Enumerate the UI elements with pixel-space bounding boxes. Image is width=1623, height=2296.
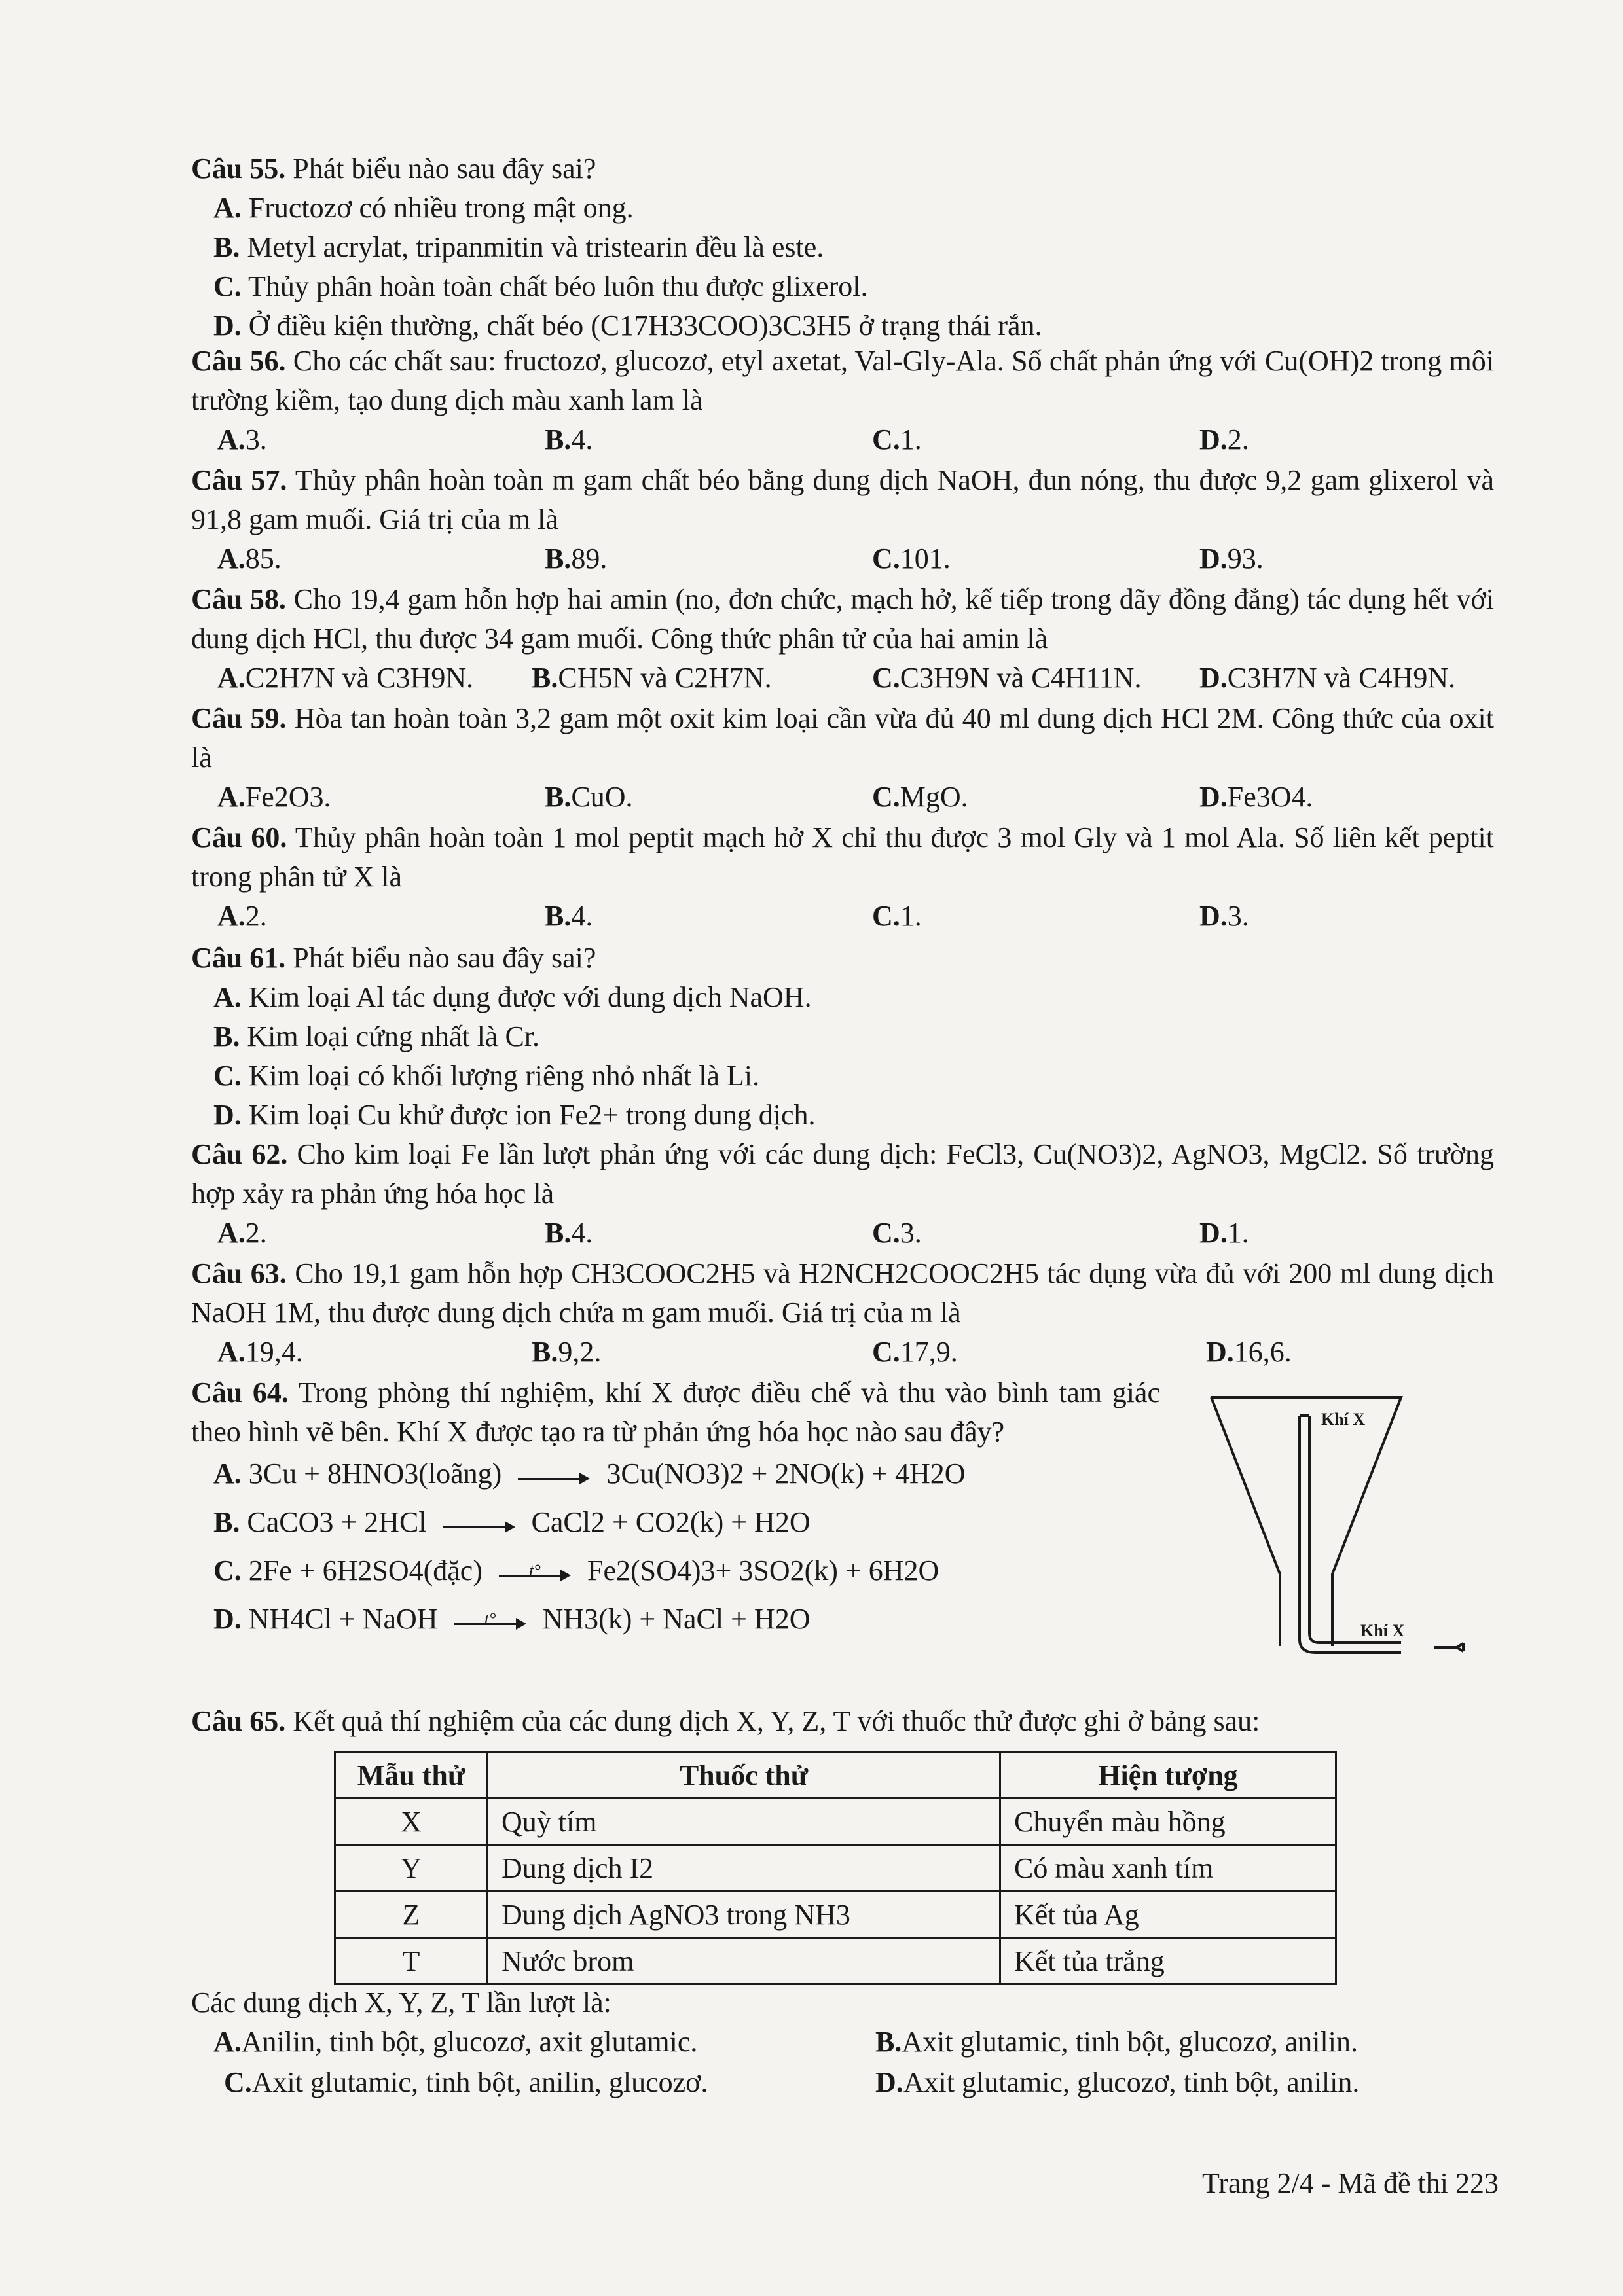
option-c: C. MgO.: [872, 781, 968, 813]
page-footer: Trang 2/4 - Mã đề thi 223: [1201, 2167, 1499, 2199]
question-56: [191, 342, 1494, 459]
table-row: T Nước brom Kết tủa trắng: [335, 1938, 1336, 1984]
reaction-arrow-heated: t°: [499, 1560, 571, 1587]
table-row: Z Dung dịch AgNO3 trong NH3 Kết tủa Ag: [335, 1892, 1336, 1938]
option-d: D. 3.: [1199, 900, 1249, 932]
question-60: [191, 818, 1494, 936]
option-b: B. 9,2.: [532, 1336, 602, 1368]
reaction-arrow: [443, 1512, 515, 1538]
table-header: Thuốc thử: [488, 1752, 1000, 1799]
options-row: [191, 2022, 1494, 2063]
option-c: C. 3.: [872, 1217, 922, 1249]
option-c: C. Kim loại có khối lượng riêng nhỏ nhất là Li.: [213, 1060, 760, 1092]
option-a: A. Anilin, tinh bột, glucozơ, axit glutamic.: [213, 2026, 698, 2058]
question-61: [191, 939, 1494, 1135]
question-label: Câu 62.: [191, 1138, 288, 1170]
option-b: B. CH5N và C2H7N.: [532, 662, 772, 694]
option-a: A. Fructozơ có nhiều trong mật ong.: [213, 192, 634, 224]
option-b: B. 4.: [545, 900, 593, 932]
option-b: B. CaCO3 + 2HCl CaCl2 + CO2(k) + H2O: [213, 1506, 811, 1538]
table-header-row: [335, 1752, 1336, 1799]
question-59: [191, 699, 1494, 817]
question-57: [191, 461, 1494, 579]
question-label: Câu 58.: [191, 583, 286, 615]
option-d: D. Ở điều kiện thường, chất béo (C17H33COO)3C3H5 ở trạng thái rắn.: [213, 310, 1042, 342]
question-55: [191, 149, 1494, 346]
option-d: D. Fe3O4.: [1199, 781, 1313, 813]
option-b: B. Kim loại cứng nhất là Cr.: [213, 1020, 540, 1052]
question-stem: Cho 19,4 gam hỗn hợp hai amin (no, đơn chức, mạch hở, kế tiếp trong dãy đồng đẳng) tác dụng hết với dung dịch HCl, thu được 34 gam muối. Công thức phân tử của hai amin là: [191, 583, 1495, 655]
question-stem: Cho 19,1 gam hỗn hợp CH3COOC2H5 và H2NCH2COOC2H5 tác dụng vừa đủ với 200 ml dung dịch NaOH 1M, thu được dung dịch chứa m gam muối. Giá trị của m là: [191, 1257, 1495, 1329]
option-b: B. 4.: [545, 1217, 593, 1249]
option-a: A. 19,4.: [217, 1336, 303, 1368]
option-c: C. C3H9N và C4H11N.: [872, 662, 1142, 694]
question-label: Câu 59.: [191, 702, 287, 734]
table-row: X Quỳ tím Chuyển màu hồng: [335, 1799, 1336, 1845]
question-label: Câu 57.: [191, 464, 287, 496]
question-stem: Phát biểu nào sau đây sai?: [293, 152, 596, 185]
option-d: D. NH4Cl + NaOH t° NH3(k) + NaCl + H2O: [213, 1603, 811, 1635]
option-c: C. 101.: [872, 543, 951, 575]
option-a: A. 3.: [217, 423, 267, 456]
question-58: [191, 580, 1494, 698]
delivery-tube-outer: [1300, 1416, 1401, 1653]
options-row: [191, 420, 1494, 459]
option-d: D. 1.: [1199, 1217, 1249, 1249]
gas-collection-diagram: [1205, 1384, 1480, 1672]
question-stem: Hòa tan hoàn toàn 3,2 gam một oxit kim loại cần vừa đủ 40 ml dung dịch HCl 2M. Công thức của oxit là: [191, 702, 1495, 774]
question-stem: Phát biểu nào sau đây sai?: [293, 942, 596, 974]
option-d: D. Kim loại Cu khử được ion Fe2+ trong dung dịch.: [213, 1099, 816, 1131]
conical-flask-outline: [1211, 1397, 1401, 1646]
option-c: C. 2Fe + 6H2SO4(đặc) t° Fe2(SO4)3+ 3SO2(k) + 6H2O: [213, 1554, 939, 1587]
option-d: D. 16,6.: [1206, 1336, 1292, 1368]
question-label: Câu 64.: [191, 1376, 289, 1408]
reaction-arrow: [518, 1463, 590, 1490]
options-row: [191, 2063, 1494, 2104]
question-label: Câu 60.: [191, 821, 287, 853]
option-b: B. Axit glutamic, tinh bột, glucozơ, anilin.: [875, 2026, 1358, 2058]
options-row: [191, 1213, 1494, 1253]
question-stem: Kết quả thí nghiệm của các dung dịch X, Y, Z, T với thuốc thử được ghi ở bảng sau:: [293, 1705, 1260, 1737]
question-65-answers: [191, 1983, 1494, 2104]
option-c: C. 17,9.: [872, 1336, 958, 1368]
results-table: [334, 1751, 1337, 1985]
question-label: Câu 61.: [191, 942, 286, 974]
diagram-label-top: Khí X: [1321, 1410, 1366, 1429]
diagram-label-bottom: Khí X: [1360, 1621, 1405, 1640]
option-d: D. 93.: [1199, 543, 1264, 575]
options-row: [191, 778, 1494, 817]
question-stem: Cho các chất sau: fructozơ, glucozơ, etyl axetat, Val-Gly-Ala. Số chất phản ứng với Cu(OH)2 trong môi trường kiềm, tạo dung dịch màu xanh lam là: [191, 345, 1495, 416]
question-63: [191, 1254, 1494, 1372]
option-a: A. 3Cu + 8HNO3(loãng) 3Cu(NO3)2 + 2NO(k) + 4H2O: [213, 1458, 966, 1490]
question-stem: Thủy phân hoàn toàn m gam chất béo bằng dung dịch NaOH, đun nóng, thu được 9,2 gam glixerol và 91,8 gam muối. Giá trị của m là: [191, 464, 1494, 535]
option-b: B. Metyl acrylat, tripanmitin và tristearin đều là este.: [213, 231, 824, 263]
option-d: D. Axit glutamic, glucozơ, tinh bột, anilin.: [875, 2066, 1360, 2098]
options-row: [191, 539, 1494, 579]
option-b: B. 89.: [545, 543, 608, 575]
question-stem: Trong phòng thí nghiệm, khí X được điều chế và thu vào bình tam giác theo hình vẽ bên. Khí X được tạo ra từ phản ứng hóa học nào sau đây?: [191, 1376, 1160, 1448]
option-d: D. 2.: [1199, 423, 1249, 456]
option-a: A. Fe2O3.: [217, 781, 331, 813]
question-stem: Thủy phân hoàn toàn 1 mol peptit mạch hở X chỉ thu được 3 mol Gly và 1 mol Ala. Số liên kết peptit trong phân tử X là: [191, 821, 1494, 893]
table-row: Y Dung dịch I2 Có màu xanh tím: [335, 1845, 1336, 1892]
option-b: B. 4.: [545, 423, 593, 456]
question-label: Câu 63.: [191, 1257, 287, 1289]
question-label: Câu 55.: [191, 152, 286, 185]
option-a: A. Kim loại Al tác dụng được với dung dịch NaOH.: [213, 981, 812, 1013]
option-d: D. C3H7N và C4H9N.: [1199, 662, 1456, 694]
question-65: [191, 1702, 1494, 1741]
option-c: C. Axit glutamic, tinh bột, anilin, glucozơ.: [224, 2066, 708, 2098]
question-stem: Cho kim loại Fe lần lượt phản ứng với các dung dịch: FeCl3, Cu(NO3)2, AgNO3, MgCl2. Số trường hợp xảy ra phản ứng hóa học là: [191, 1138, 1494, 1210]
option-a: A. C2H7N và C3H9N.: [217, 662, 474, 694]
delivery-tube-inner: [1309, 1416, 1401, 1643]
reaction-arrow-heated: t°: [454, 1609, 526, 1635]
table-header: Hiện tượng: [1000, 1752, 1336, 1799]
options-row: [191, 1333, 1494, 1372]
options-row: [191, 658, 1494, 698]
options-row: [191, 897, 1494, 936]
option-b: B. CuO.: [545, 781, 633, 813]
question-followup: Các dung dịch X, Y, Z, T lần lượt là:: [191, 1986, 611, 2018]
question-62: [191, 1135, 1494, 1253]
option-a: A. 2.: [217, 1217, 267, 1249]
table-header: Mẫu thử: [335, 1752, 488, 1799]
question-label: Câu 65.: [191, 1705, 286, 1737]
question-label: Câu 56.: [191, 345, 286, 377]
option-c: C. 1.: [872, 900, 922, 932]
option-c: C. Thủy phân hoàn toàn chất béo luôn thu được glixerol.: [213, 270, 868, 302]
option-c: C. 1.: [872, 423, 922, 456]
option-a: A. 85.: [217, 543, 282, 575]
option-a: A. 2.: [217, 900, 267, 932]
question-64: [191, 1373, 1160, 1648]
gas-inlet-arrow-icon: [1434, 1643, 1463, 1651]
